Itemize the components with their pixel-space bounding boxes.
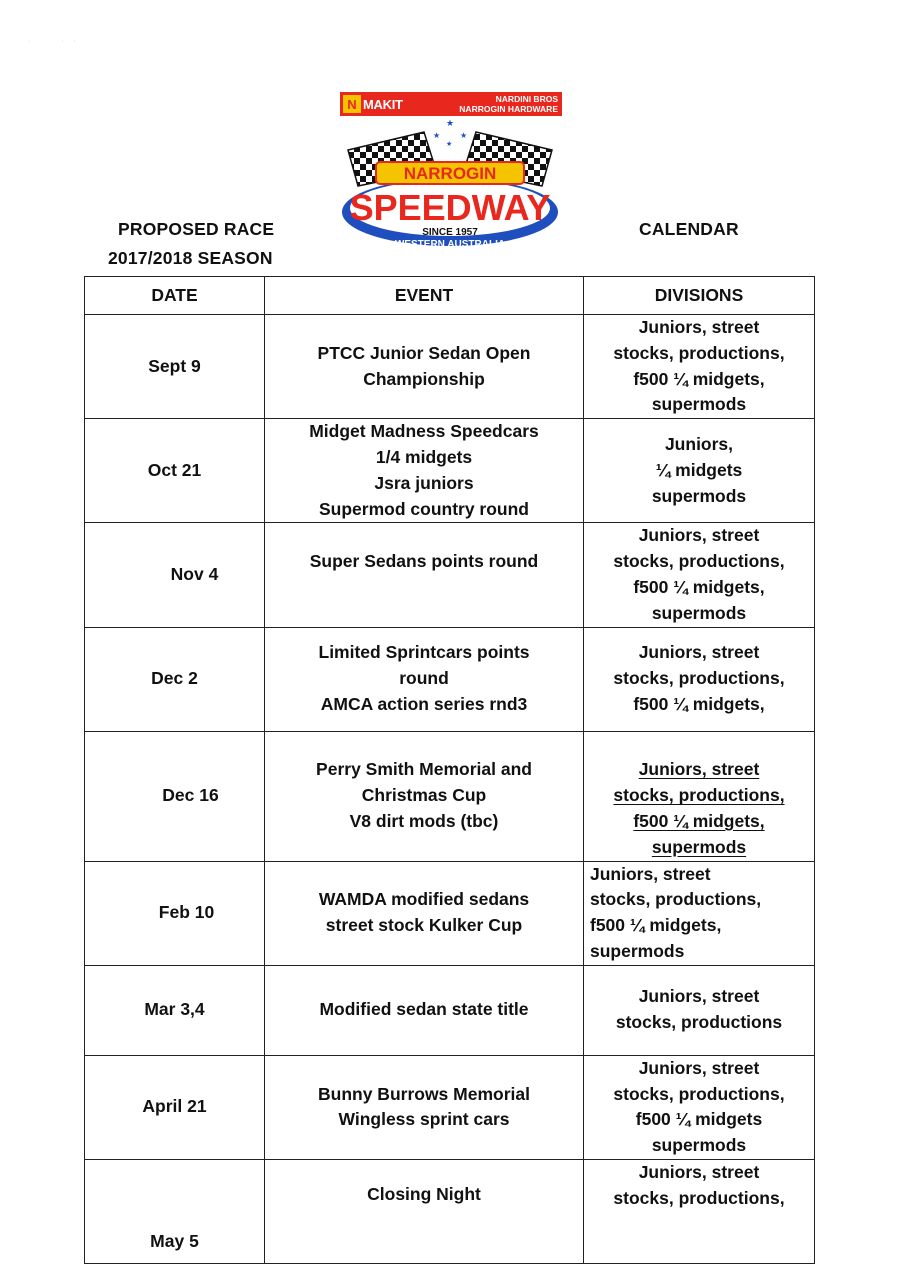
svg-text:★: ★ bbox=[460, 131, 468, 140]
svg-text:★: ★ bbox=[446, 119, 455, 129]
cell-event: WAMDA modified sedans street stock Kulker Cup bbox=[265, 861, 584, 965]
date-text: Dec 16 bbox=[162, 785, 219, 806]
table-row bbox=[85, 627, 815, 731]
cell-divisions: Juniors, ¼ midgets supermods bbox=[584, 419, 815, 523]
heading-season: 2017/2018 SEASON bbox=[108, 248, 273, 268]
heading-proposed-race: PROPOSED RACE bbox=[118, 219, 275, 239]
cell-date bbox=[85, 419, 265, 523]
table-row bbox=[85, 965, 815, 1055]
svg-text:★: ★ bbox=[433, 131, 441, 140]
cell-date bbox=[85, 315, 265, 419]
table-row bbox=[85, 1159, 815, 1263]
speedway-emblem bbox=[336, 116, 564, 252]
table-row bbox=[85, 419, 815, 523]
sponsor-line-1: NARDINI BROS bbox=[495, 94, 558, 104]
cell-divisions: Juniors, street stocks, productions, bbox=[584, 1159, 815, 1263]
svg-text:★: ★ bbox=[446, 140, 453, 148]
cell-event: Limited Sprintcars points round AMCA action series rnd3 bbox=[265, 627, 584, 731]
sponsor-mark: N bbox=[343, 95, 361, 113]
column-header-date: DATE bbox=[85, 277, 265, 315]
cell-date bbox=[85, 627, 265, 731]
cell-date bbox=[85, 1159, 265, 1263]
sponsor-banner bbox=[340, 92, 562, 116]
scan-specks: · · · bbox=[28, 38, 76, 45]
cell-event: Perry Smith Memorial and Christmas Cup V8 dirt mods (tbc) bbox=[265, 731, 584, 861]
cell-divisions: Juniors, street stocks, productions, f500 ¼ midgets, supermods bbox=[584, 861, 815, 965]
sponsor-subtitle bbox=[459, 94, 558, 114]
heading-calendar: CALENDAR bbox=[639, 219, 739, 239]
brand-main: SPEEDWAY bbox=[349, 187, 551, 228]
race-calendar-table bbox=[84, 276, 815, 1264]
table-header-row bbox=[85, 277, 815, 315]
table-row bbox=[85, 315, 815, 419]
cell-date bbox=[85, 965, 265, 1055]
date-text: May 5 bbox=[150, 1230, 199, 1251]
cell-event: Modified sedan state title bbox=[265, 965, 584, 1055]
table-row bbox=[85, 523, 815, 627]
column-header-divisions: DIVISIONS bbox=[584, 277, 815, 315]
cell-date bbox=[85, 523, 265, 627]
cell-event: Bunny Burrows Memorial Wingless sprint cars bbox=[265, 1055, 584, 1159]
table-row bbox=[85, 1055, 815, 1159]
cell-event: Midget Madness Speedcars 1/4 midgets Jsra juniors Supermod country round bbox=[265, 419, 584, 523]
brand-top: NARROGIN bbox=[403, 164, 497, 183]
brand-since: SINCE 1957 bbox=[422, 227, 478, 238]
cell-event: Closing Night bbox=[265, 1159, 584, 1263]
cell-date bbox=[85, 731, 265, 861]
cell-event: PTCC Junior Sedan Open Championship bbox=[265, 315, 584, 419]
table-row bbox=[85, 861, 815, 965]
sponsor-line-2: NARROGIN HARDWARE bbox=[459, 104, 558, 114]
cell-divisions: Juniors, street stocks, productions, f500 ¼ midgets, supermods bbox=[584, 315, 815, 419]
date-text: Oct 21 bbox=[147, 459, 202, 480]
blue-stars-icon bbox=[433, 119, 467, 148]
cell-divisions: Juniors, street stocks, productions, f500 ¼ midgets, bbox=[584, 627, 815, 731]
date-text: Mar 3,4 bbox=[144, 999, 205, 1020]
date-text: April 21 bbox=[142, 1096, 207, 1117]
cell-date bbox=[85, 861, 265, 965]
cell-divisions: Juniors, street stocks, productions bbox=[584, 965, 815, 1055]
cell-divisions: Juniors, street stocks, productions, f500 ¼ midgets, supermods bbox=[584, 523, 815, 627]
cell-divisions: Juniors, street stocks, productions, f500 ¼ midgets supermods bbox=[584, 1055, 815, 1159]
sponsor-name: MAKIT bbox=[363, 96, 403, 112]
cell-divisions: Juniors, street stocks, productions, f500 ¼ midgets, supermods bbox=[584, 731, 815, 861]
narrogin-speedway-logo bbox=[336, 92, 564, 252]
date-text: Dec 2 bbox=[151, 668, 198, 689]
date-text: Nov 4 bbox=[170, 564, 219, 585]
table-row bbox=[85, 731, 815, 861]
brand-region: WESTERN AUSTRALIA bbox=[394, 239, 506, 250]
date-text: Feb 10 bbox=[158, 902, 215, 923]
column-header-event: EVENT bbox=[265, 277, 584, 315]
cell-event: Super Sedans points round bbox=[265, 523, 584, 627]
date-text: Sept 9 bbox=[148, 355, 201, 376]
cell-date bbox=[85, 1055, 265, 1159]
